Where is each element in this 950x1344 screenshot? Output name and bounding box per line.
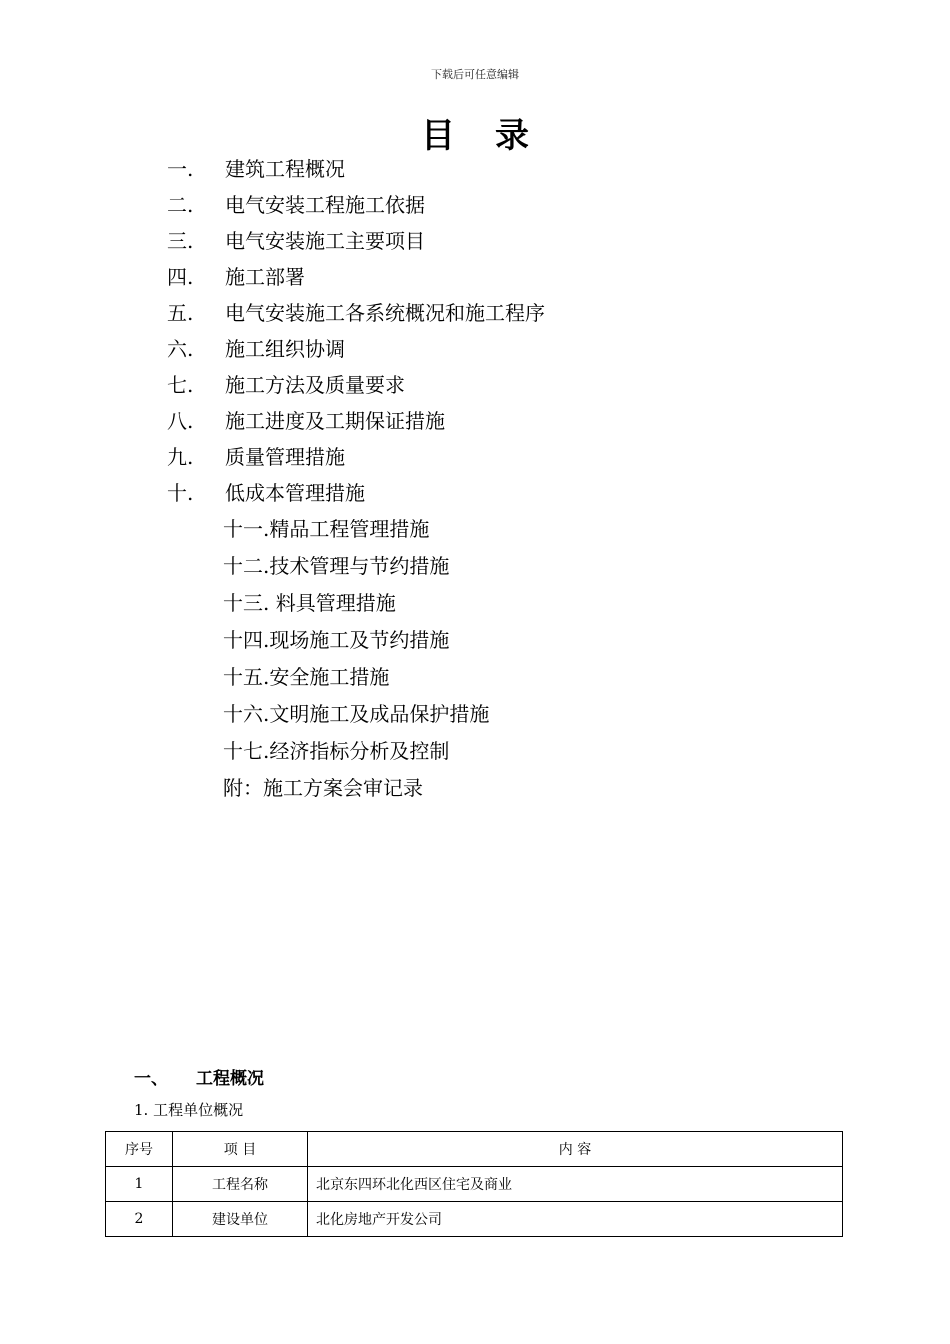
table-header-row: [106, 1132, 843, 1167]
toc-item-text: 施工方法及质量要求: [225, 373, 405, 397]
section-number: 一、: [134, 1069, 168, 1089]
toc-item-number: 七.: [167, 373, 194, 397]
toc-sub-item: 十三. 料具管理措施: [223, 591, 396, 615]
toc-item-text: 施工进度及工期保证措施: [225, 409, 445, 433]
project-info-table: [105, 1131, 843, 1237]
toc-item-number: 三.: [167, 229, 194, 253]
toc-item-number: 五.: [167, 301, 194, 325]
toc-item: [167, 445, 345, 469]
section-title: 工程概况: [196, 1069, 264, 1089]
row-item: 建设单位: [173, 1202, 308, 1237]
toc-item: [167, 193, 425, 217]
toc-item: [167, 229, 425, 253]
row-index: 2: [106, 1202, 173, 1237]
toc-sub-item: 十六.文明施工及成品保护措施: [223, 702, 490, 726]
toc-item-text: 电气安装工程施工依据: [225, 193, 425, 217]
toc-item: [167, 373, 405, 397]
toc-sub-item: 十五.安全施工措施: [223, 665, 390, 689]
sub-heading: 1. 工程单位概况: [134, 1101, 244, 1119]
toc-item: [167, 157, 345, 181]
toc-sub-item: 十四.现场施工及节约措施: [223, 628, 450, 652]
row-content: 北化房地产开发公司: [308, 1202, 843, 1237]
toc-item: [167, 265, 305, 289]
header-content: 内 容: [308, 1132, 843, 1167]
toc-item-text: 电气安装施工主要项目: [225, 229, 425, 253]
toc-sub-item: 附：施工方案会审记录: [223, 776, 423, 800]
row-item: 工程名称: [173, 1167, 308, 1202]
toc-item: [167, 481, 365, 505]
toc-item: [167, 409, 445, 433]
toc-item: [167, 337, 345, 361]
toc-item-number: 十.: [167, 481, 194, 505]
row-index: 1: [106, 1167, 173, 1202]
toc-title: 目录: [421, 116, 569, 156]
toc-item-number: 二.: [167, 193, 194, 217]
toc-item: [167, 301, 545, 325]
toc-item-text: 施工组织协调: [225, 337, 345, 361]
toc-sub-item: 十一.精品工程管理措施: [223, 517, 430, 541]
toc-item-text: 质量管理措施: [225, 445, 345, 469]
header-item: 项 目: [173, 1132, 308, 1167]
table-row: [106, 1167, 843, 1202]
toc-sub-item: 十二.技术管理与节约措施: [223, 554, 450, 578]
header-index: 序号: [106, 1132, 173, 1167]
toc-item-text: 低成本管理措施: [225, 481, 365, 505]
toc-sub-item: 十七.经济指标分析及控制: [223, 739, 450, 763]
toc-item-text: 电气安装施工各系统概况和施工程序: [225, 301, 545, 325]
header-note: 下载后可任意编辑: [431, 68, 519, 81]
toc-item-number: 四.: [167, 265, 194, 289]
section-heading: [134, 1064, 264, 1089]
row-content: 北京东四环北化西区住宅及商业: [308, 1167, 843, 1202]
toc-item-number: 九.: [167, 445, 194, 469]
toc-item-text: 施工部署: [225, 265, 305, 289]
toc-item-number: 一.: [167, 157, 194, 181]
table-row: [106, 1202, 843, 1237]
toc-item-number: 六.: [167, 337, 194, 361]
toc-item-text: 建筑工程概况: [225, 157, 345, 181]
toc-item-number: 八.: [167, 409, 194, 433]
